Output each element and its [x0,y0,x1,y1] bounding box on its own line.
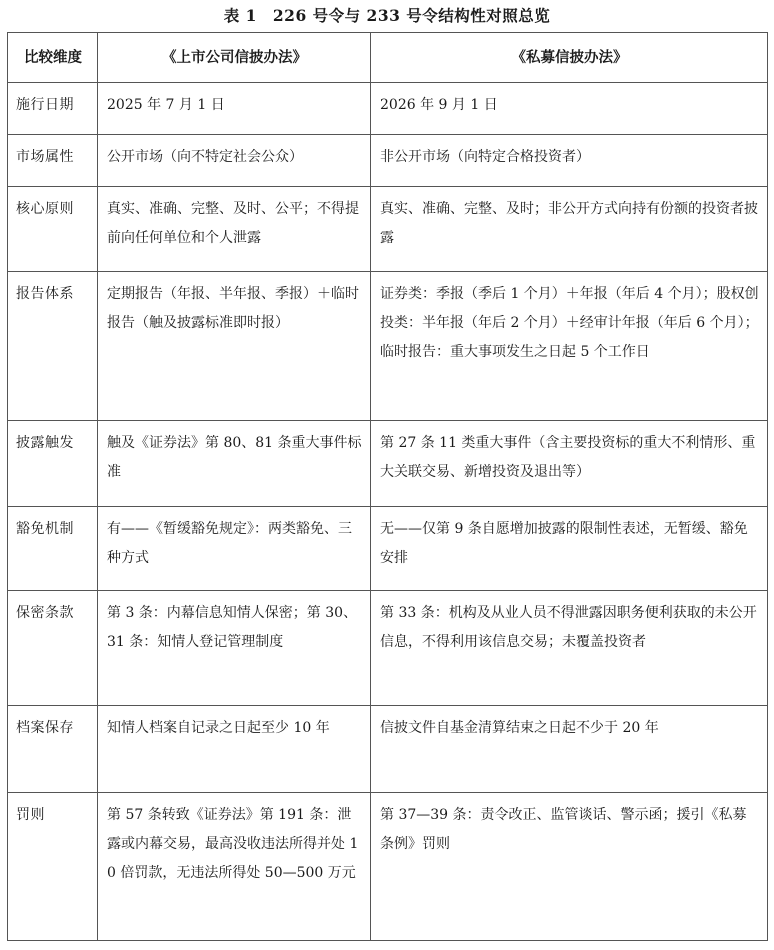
row-private-cell: 第 27 条 11 类重大事件（含主要投资标的重大不利情形、重大关联交易、新增投资及退出等） [371,421,768,507]
row-listed-cell: 定期报告（年报、半年报、季报）＋临时报告（触及披露标准即时报） [98,272,371,421]
row-dimension: 施行日期 [8,83,98,135]
row-listed-cell: 2025 年 7 月 1 日 [98,83,371,135]
table-row [8,187,768,272]
row-dimension: 市场属性 [8,135,98,187]
row-private-cell: 第 37—39 条：责令改正、监管谈话、警示函；援引《私募条例》罚则 [371,793,768,941]
row-private-cell: 真实、准确、完整、及时；非公开方式向持有份额的投资者披露 [371,187,768,272]
row-dimension: 罚则 [8,793,98,941]
row-listed-cell: 第 3 条：内幕信息知情人保密；第 30、31 条：知情人登记管理制度 [98,591,371,706]
row-dimension: 豁免机制 [8,507,98,591]
table-row [8,706,768,793]
row-dimension: 档案保存 [8,706,98,793]
row-private-cell: 第 33 条：机构及从业人员不得泄露因职务便利获取的未公开信息，不得利用该信息交易；未覆盖投资者 [371,591,768,706]
row-listed-cell: 公开市场（向不特定社会公众） [98,135,371,187]
row-private-cell: 2026 年 9 月 1 日 [371,83,768,135]
table-row [8,421,768,507]
row-listed-cell: 有——《暂缓豁免规定》：两类豁免、三种方式 [98,507,371,591]
row-private-cell: 证券类：季报（季后 1 个月）＋年报（年后 4 个月）；股权创投类：半年报（年后 2 个月）＋经审计年报（年后 6 个月）；临时报告：重大事项发生之日起 5 个工作日 [371,272,768,421]
row-listed-cell: 真实、准确、完整、及时、公平；不得提前向任何单位和个人泄露 [98,187,371,272]
table-row [8,272,768,421]
table-row [8,135,768,187]
table-row [8,507,768,591]
table-caption: 表 1 226 号令与 233 号令结构性对照总览 [223,6,551,25]
comparison-table [7,32,768,941]
row-listed-cell: 知情人档案自记录之日起至少 10 年 [98,706,371,793]
row-listed-cell: 触及《证券法》第 80、81 条重大事件标准 [98,421,371,507]
table-row [8,793,768,941]
row-private-cell: 无——仅第 9 条自愿增加披露的限制性表述，无暂缓、豁免安排 [371,507,768,591]
row-private-cell: 信披文件自基金清算结束之日起不少于 20 年 [371,706,768,793]
row-dimension: 披露触发 [8,421,98,507]
row-dimension: 保密条款 [8,591,98,706]
header-row [8,33,768,83]
table-row [8,591,768,706]
table-row [8,83,768,135]
header-listed-rules: 《上市公司信披办法》 [98,33,371,83]
row-dimension: 核心原则 [8,187,98,272]
row-listed-cell: 第 57 条转致《证券法》第 191 条：泄露或内幕交易，最高没收违法所得并处 10 倍罚款，无违法所得处 50—500 万元 [98,793,371,941]
row-dimension: 报告体系 [8,272,98,421]
header-dimension: 比较维度 [8,33,98,83]
row-private-cell: 非公开市场（向特定合格投资者） [371,135,768,187]
header-private-rules: 《私募信披办法》 [371,33,768,83]
